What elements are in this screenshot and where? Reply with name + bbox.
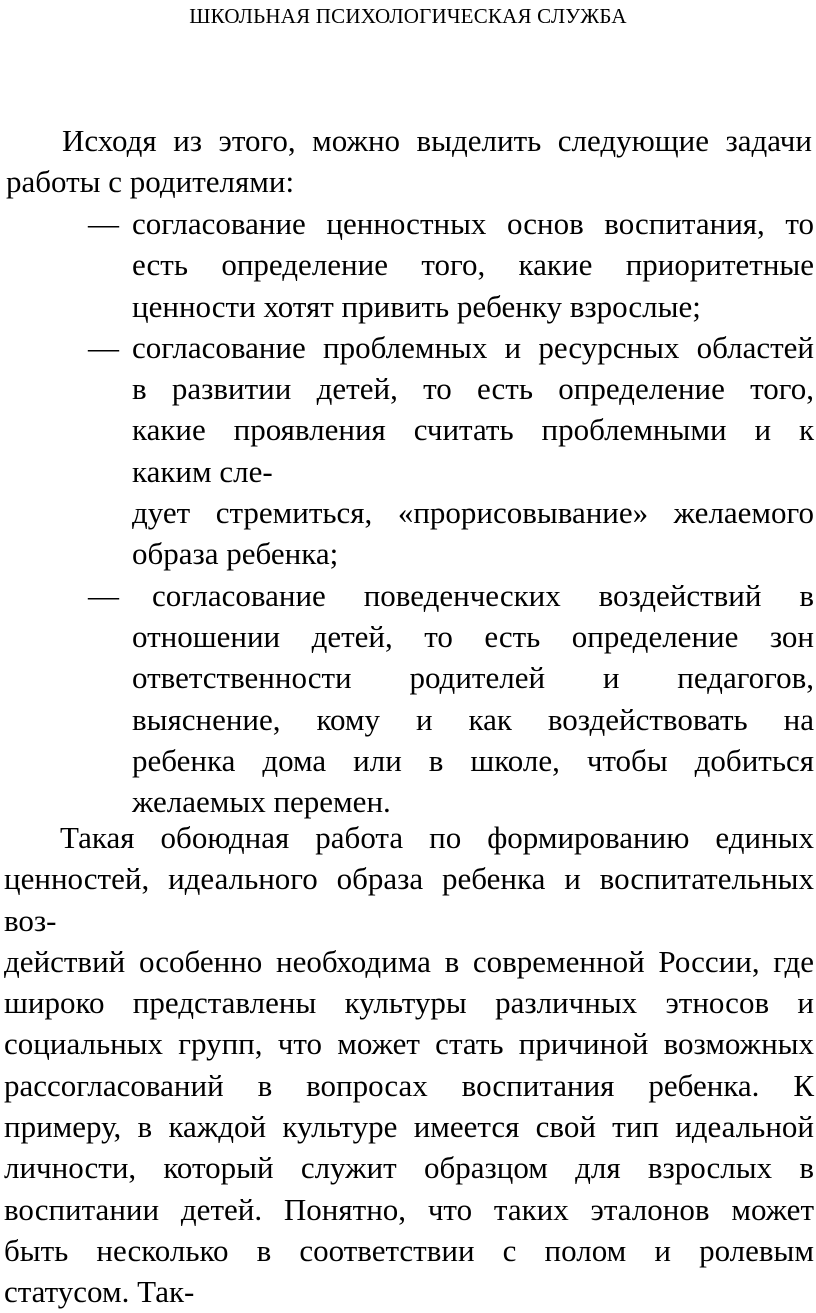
list-item-dash: — <box>88 577 119 613</box>
intro-line-2: работы с родителями: <box>6 164 295 200</box>
list-item-line: дует стремиться, «прорисовывание» желаемого <box>132 495 814 531</box>
list-item-body <box>132 203 814 327</box>
intro-line-1: Исходя из этого, можно выделить следующие задачи <box>62 123 812 158</box>
task-list <box>88 203 814 822</box>
paragraph-line: действий особенно необходима в современной России, где <box>4 943 814 979</box>
paragraph-line: Такая обоюдная работа по формированию единых <box>60 820 814 855</box>
list-item-line: каким сле- <box>132 453 273 489</box>
running-header: ШКОЛЬНАЯ ПСИХОЛОГИЧЕСКАЯ СЛУЖБА <box>189 4 627 28</box>
list-item-line: есть определение того, какие приоритетные <box>132 247 814 283</box>
paragraph-line: воз- <box>4 902 57 938</box>
paragraph-line: личности, который служит образцом для взрослых в <box>4 1150 814 1186</box>
list-item-dash: — <box>88 329 119 365</box>
list-item <box>88 327 814 575</box>
paragraph-line: социальных групп, что может стать причиной возможных <box>4 1026 814 1062</box>
paragraph-line: рассогласований в вопросах воспитания ребенка. К <box>4 1067 814 1103</box>
list-item-body <box>132 575 814 823</box>
list-item-line: ребенка дома или в школе, чтобы добиться <box>132 742 814 778</box>
paragraph-line: широко представлены культуры различных этносов и <box>4 985 814 1021</box>
body-paragraph <box>4 817 814 1313</box>
list-item-line: ценности хотят привить ребенку взрослые; <box>132 288 701 324</box>
list-item <box>88 203 814 327</box>
list-item-line: в развитии детей, то есть определение того, <box>132 371 814 407</box>
paragraph-line: ценностей, идеального образа ребенка и воспитательных <box>4 861 814 897</box>
list-item-line: образа ребенка; <box>132 536 339 572</box>
list-item-body <box>132 327 814 575</box>
paragraph-line: воспитании детей. Понятно, что таких эталонов может <box>4 1191 814 1227</box>
paragraph-line: быть несколько в соответствии с полом и ролевым <box>4 1232 814 1268</box>
list-item-line: согласование поведенческих воздействий в <box>152 577 814 613</box>
list-item-dash: — <box>88 206 119 241</box>
list-item-line: согласование проблемных и ресурсных областей <box>132 329 814 365</box>
intro-paragraph <box>6 120 812 203</box>
list-item-line: желаемых перемен. <box>132 784 391 820</box>
list-item-line: какие проявления считать проблемными и к <box>132 412 814 448</box>
list-item-line: отношении детей, то есть определение зон <box>132 618 814 654</box>
list-item-line: согласование ценностных основ воспитания, то <box>132 206 814 241</box>
list-item-line: выяснение, кому и как воздействовать на <box>132 701 814 737</box>
list-item-line: ответственности родителей и педагогов, <box>132 660 814 696</box>
paragraph-line: примеру, в каждой культуре имеется свой тип идеальной <box>4 1109 814 1145</box>
paragraph-line: статусом. Так- <box>4 1274 195 1310</box>
list-item <box>88 575 814 823</box>
